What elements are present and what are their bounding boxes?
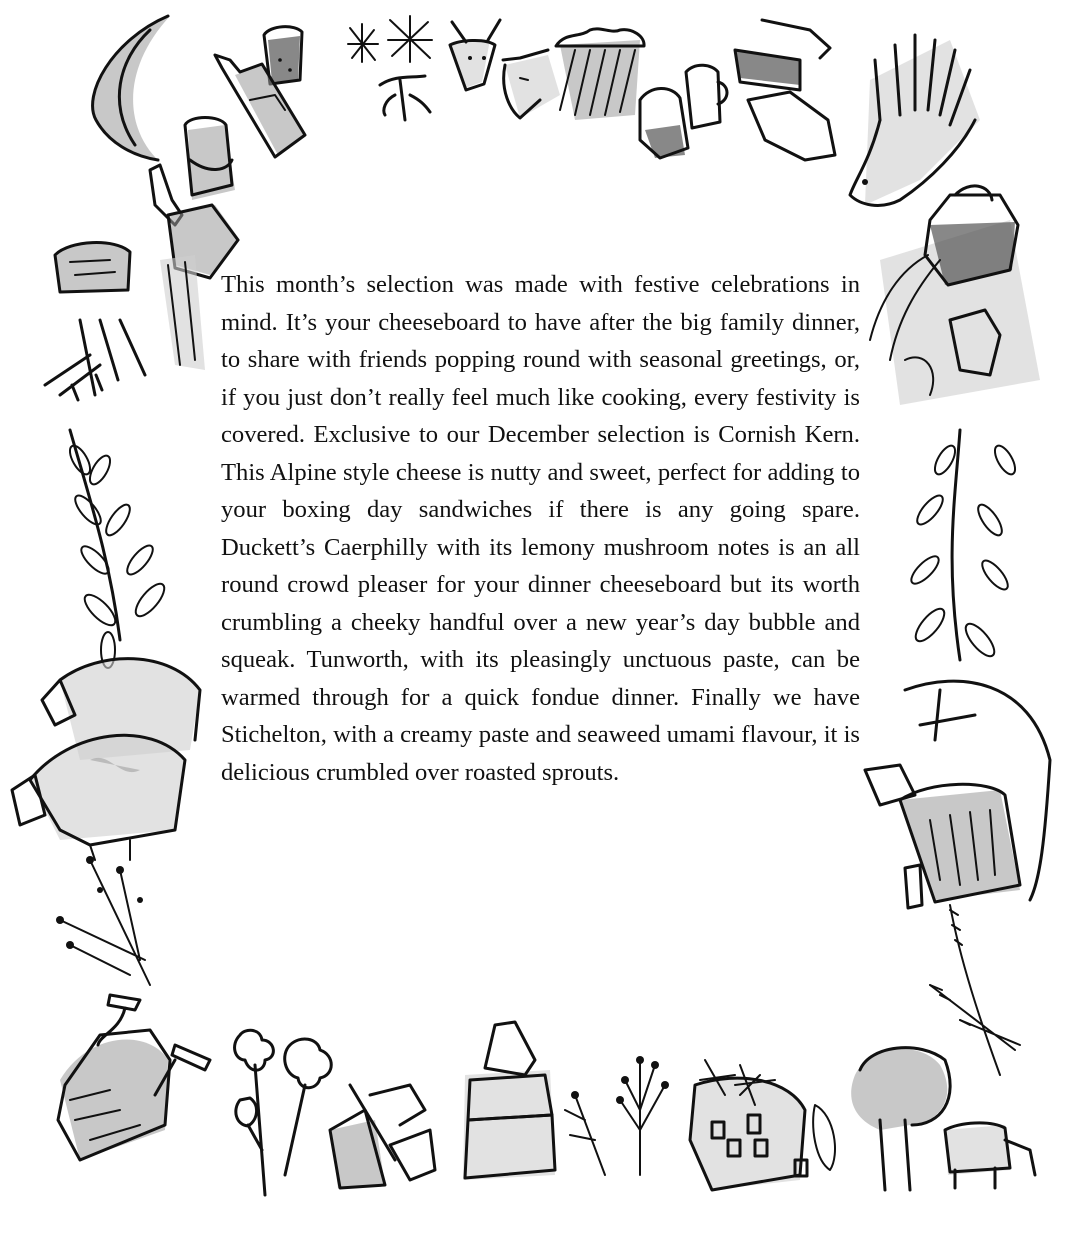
crescent-moon-icon xyxy=(91,16,170,162)
round-cheese-icon xyxy=(55,243,130,292)
wild-flowers-icon xyxy=(56,856,150,985)
tree-icon xyxy=(851,1048,950,1190)
herbs-icon xyxy=(565,1056,669,1175)
swooping-bird-icon xyxy=(850,35,980,205)
cows-icon xyxy=(12,659,200,860)
hand-stirring-vat-icon xyxy=(865,681,1050,908)
stacked-cheeses-icon xyxy=(463,1022,555,1180)
milk-churns-icon xyxy=(640,65,727,158)
body-paragraph: This month’s selection was made with festive celebrations in mind. It’s your cheeseboard to have after the big family dinner, to share with friends popping round with seasonal greetings, or, if you just don’t really feel much like cooking, every festivity is covered. Exclusive to our December selection is Cornish Kern. This Alpine style cheese is nutty and sweet, perfect for adding to your boxing day sandwiches if there is any going spare. Duckett’s Caerphilly with its lemony mushroom notes is an all round crowd pleaser for your dinner cheeseboard but its worth crumbling a cheeky handful over a new year’s day bubble and squeak. Tunworth, with its pleasingly unctuous paste, can be warmed through for a quick fondue dinner. Finally we have Stichelton, with a creamy paste and seaweed umami flavour, it is delicious crumbled over roasted sprouts. xyxy=(221,271,860,786)
goat-head-icon xyxy=(450,20,500,90)
cutting-cheese-icon xyxy=(330,1085,435,1188)
cow-icon xyxy=(945,1123,1035,1188)
olive-branch-right-icon xyxy=(907,430,1019,660)
wheat-stalks-icon xyxy=(930,905,1020,1075)
olive-branch-left-icon xyxy=(66,430,169,668)
cheese-barrel-with-mallet-icon xyxy=(58,995,210,1160)
flowers-bottom-icon xyxy=(235,1030,332,1195)
rain-cloud-icon xyxy=(556,29,644,120)
hands-holding-cheese-icon xyxy=(735,20,835,160)
plate-of-cheese-bites-icon xyxy=(690,1060,835,1190)
goat-icon xyxy=(503,50,560,118)
flowers-icon xyxy=(348,16,432,120)
cheese-knives-icon xyxy=(45,320,145,400)
pouring-milk-jug-icon xyxy=(870,186,1040,405)
